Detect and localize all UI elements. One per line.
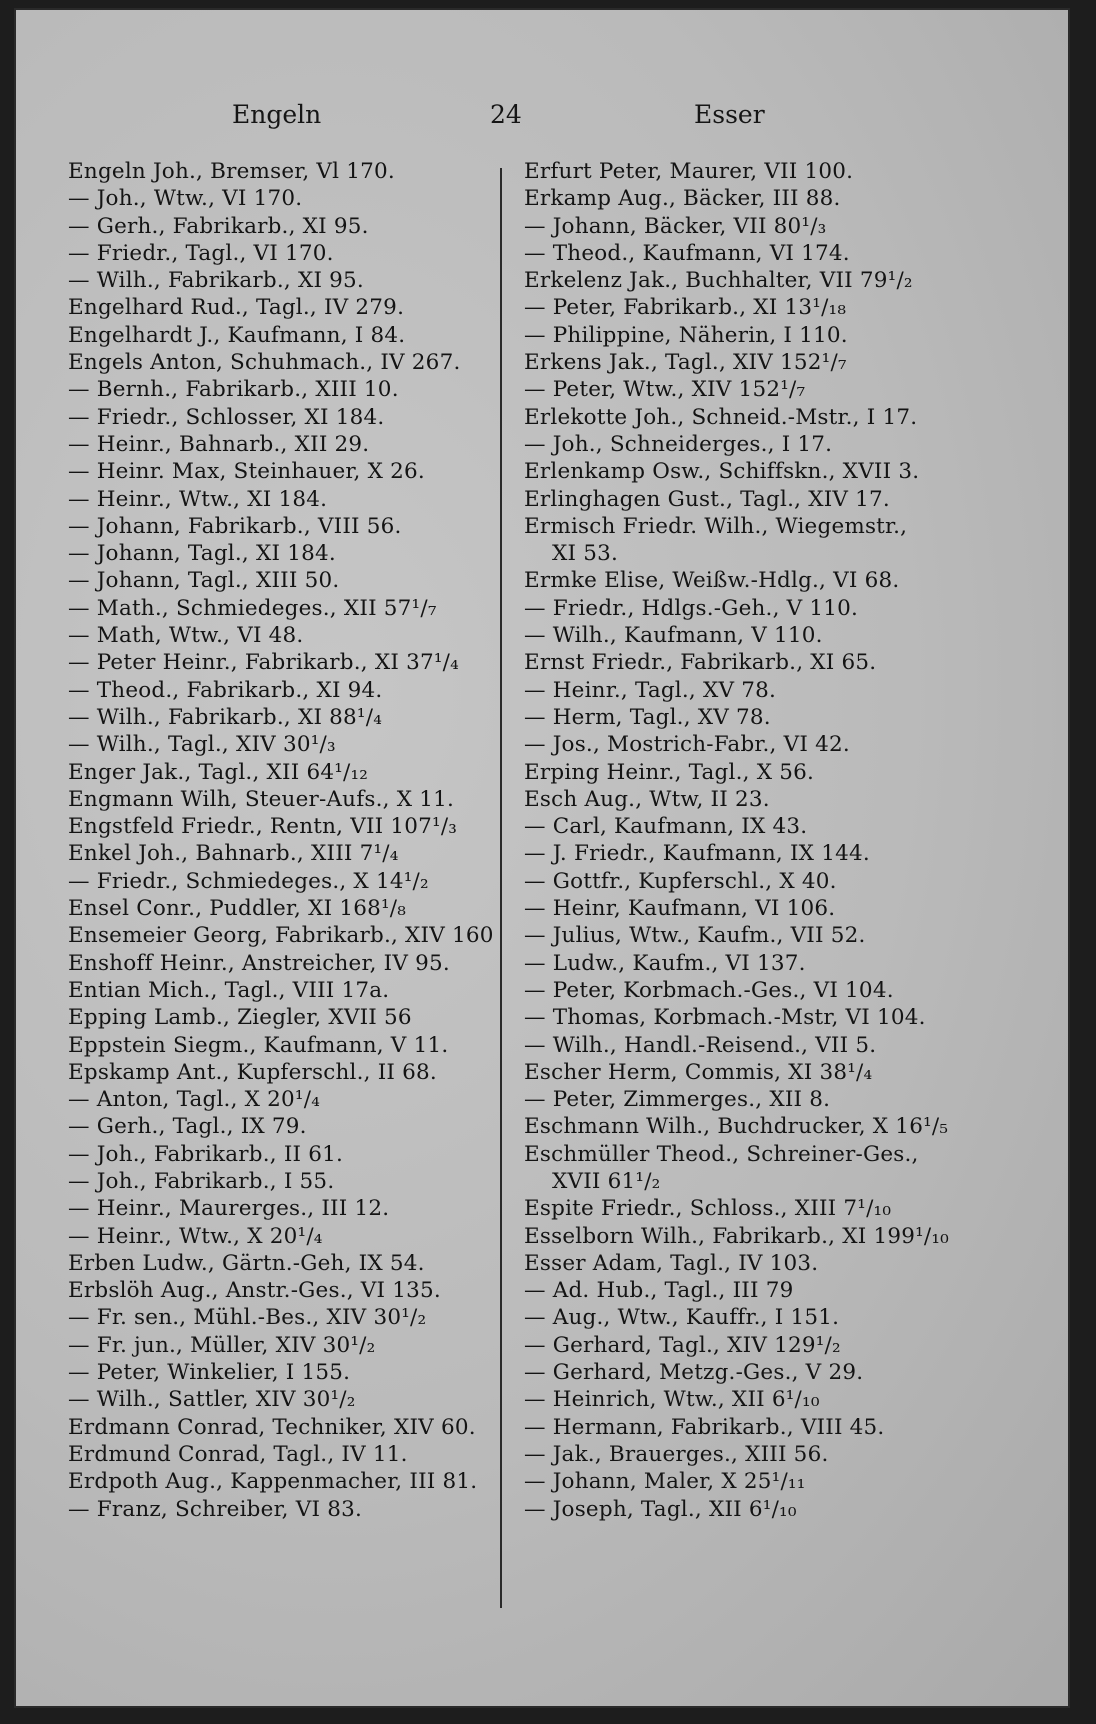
directory-entry: — Anton, Tagl., X 20¹/₄ bbox=[68, 1087, 321, 1113]
directory-entry: — Heinr., Bahnarb., XII 29. bbox=[68, 431, 370, 457]
directory-entry: — Bernh., Fabrikarb., XIII 10. bbox=[68, 377, 399, 403]
directory-entry: — Joh., Fabrikarb., II 61. bbox=[68, 1141, 344, 1167]
directory-entry: — Theod., Fabrikarb., XI 94. bbox=[68, 677, 383, 703]
directory-entry: — Joh., Fabrikarb., I 55. bbox=[68, 1168, 335, 1194]
directory-entry: — Joh., Schneiderges., I 17. bbox=[524, 431, 833, 457]
directory-entry: Eschmüller Theod., Schreiner-Ges., bbox=[524, 1141, 919, 1167]
directory-entry: XI 53. bbox=[552, 541, 619, 567]
directory-entry: — Aug., Wtw., Kauffr., I 151. bbox=[524, 1305, 840, 1331]
directory-entry: — Heinr., Tagl., XV 78. bbox=[524, 677, 777, 703]
directory-entry: Erben Ludw., Gärtn.-Geh, IX 54. bbox=[68, 1250, 425, 1276]
left-column bbox=[68, 158, 494, 1523]
directory-entry: — Wilh., Tagl., XIV 30¹/₃ bbox=[68, 732, 336, 758]
directory-entry: Erlenkamp Osw., Schiffskn., XVII 3. bbox=[524, 459, 920, 485]
directory-entry: Enshoff Heinr., Anstreicher, IV 95. bbox=[68, 950, 450, 976]
directory-entry: — Math, Wtw., VI 48. bbox=[68, 623, 304, 649]
directory-entry: Erkens Jak., Tagl., XIV 152¹/₇ bbox=[524, 350, 847, 376]
directory-entry: Esch Aug., Wtw, II 23. bbox=[524, 786, 770, 812]
directory-entry: Epping Lamb., Ziegler, XVII 56 bbox=[68, 1005, 412, 1031]
directory-entry: — J. Friedr., Kaufmann, IX 144. bbox=[524, 841, 870, 867]
directory-entry: Erlinghagen Gust., Tagl., XIV 17. bbox=[524, 486, 890, 512]
directory-entry: — Gerhard, Metzg.-Ges., V 29. bbox=[524, 1360, 864, 1386]
directory-entry: — Johann, Tagl., XI 184. bbox=[68, 541, 336, 567]
directory-entry: — Wilh., Fabrikarb., XI 88¹/₄ bbox=[68, 704, 383, 730]
directory-entry: — Heinr., Wtw., X 20¹/₄ bbox=[68, 1223, 323, 1249]
directory-entry: — Ludw., Kaufm., VI 137. bbox=[524, 950, 806, 976]
directory-entry: Entian Mich., Tagl., VIII 17a. bbox=[68, 977, 390, 1003]
directory-entry: Ermisch Friedr. Wilh., Wiegemstr., bbox=[524, 513, 908, 539]
page-number: 24 bbox=[490, 100, 522, 129]
directory-entry: — Philippine, Näherin, I 110. bbox=[524, 322, 848, 348]
directory-entry: — Johann, Fabrikarb., VIII 56. bbox=[68, 513, 402, 539]
directory-entry: Engels Anton, Schuhmach., IV 267. bbox=[68, 350, 461, 376]
directory-entry: Eppstein Siegm., Kaufmann, V 11. bbox=[68, 1032, 449, 1058]
directory-entry: — Wilh., Kaufmann, V 110. bbox=[524, 623, 823, 649]
directory-entry: Engeln Joh., Bremser, Vl 170. bbox=[68, 159, 395, 184]
directory-entry: Epskamp Ant., Kupferschl., II 68. bbox=[68, 1059, 437, 1085]
directory-entry: Enkel Joh., Bahnarb., XIII 7¹/₄ bbox=[68, 841, 399, 867]
directory-entry: — Joh., Wtw., VI 170. bbox=[68, 186, 303, 212]
directory-entry: — Peter, Korbmach.-Ges., VI 104. bbox=[524, 977, 894, 1003]
directory-entry: — Fr. sen., Mühl.-Bes., XIV 30¹/₂ bbox=[68, 1305, 427, 1331]
directory-entry: — Julius, Wtw., Kaufm., VII 52. bbox=[524, 923, 866, 949]
directory-entry: — Ad. Hub., Tagl., III 79 bbox=[524, 1278, 794, 1304]
directory-entry: — Friedr., Schlosser, XI 184. bbox=[68, 404, 385, 430]
directory-entry: — Joseph, Tagl., XII 6¹/₁₀ bbox=[524, 1496, 797, 1522]
directory-entry: Erdpoth Aug., Kappenmacher, III 81. bbox=[68, 1469, 478, 1495]
directory-entry: — Wilh., Sattler, XIV 30¹/₂ bbox=[68, 1387, 356, 1413]
directory-entry: — Peter, Fabrikarb., XI 13¹/₁₈ bbox=[524, 295, 847, 321]
right-column bbox=[524, 158, 994, 1523]
header-left-keyword: Engeln bbox=[232, 100, 322, 129]
directory-entry: — Heinr., Wtw., XI 184. bbox=[68, 486, 328, 512]
directory-entry: Esser Adam, Tagl., IV 103. bbox=[524, 1250, 819, 1276]
directory-entry: Esselborn Wilh., Fabrikarb., XI 199¹/₁₀ bbox=[524, 1223, 950, 1249]
directory-entry: Erdmann Conrad, Techniker, XIV 60. bbox=[68, 1414, 476, 1440]
directory-entry: — Wilh., Handl.-Reisend., VII 5. bbox=[524, 1032, 877, 1058]
directory-entry: Espite Friedr., Schloss., XIII 7¹/₁₀ bbox=[524, 1196, 892, 1222]
directory-entry: — Peter, Zimmerges., XII 8. bbox=[524, 1087, 831, 1113]
directory-entry: — Peter, Wtw., XIV 152¹/₇ bbox=[524, 377, 806, 403]
directory-entry: — Friedr., Schmiedeges., X 14¹/₂ bbox=[68, 868, 429, 894]
header-right-keyword: Esser bbox=[694, 100, 765, 129]
directory-entry: — Jak., Brauerges., XIII 56. bbox=[524, 1441, 829, 1467]
directory-entry: — Gerhard, Tagl., XIV 129¹/₂ bbox=[524, 1332, 841, 1358]
directory-entry: — Wilh., Fabrikarb., XI 95. bbox=[68, 268, 364, 294]
directory-entry: Erkamp Aug., Bäcker, III 88. bbox=[524, 186, 841, 212]
directory-entry: Ernst Friedr., Fabrikarb., XI 65. bbox=[524, 650, 877, 676]
directory-entry: Engelhard Rud., Tagl., IV 279. bbox=[68, 295, 405, 321]
directory-entry: Erlekotte Joh., Schneid.-Mstr., I 17. bbox=[524, 404, 918, 430]
directory-entry: — Heinr, Kaufmann, VI 106. bbox=[524, 896, 836, 922]
directory-entry: — Franz, Schreiber, VI 83. bbox=[68, 1496, 363, 1522]
directory-entry: — Carl, Kaufmann, IX 43. bbox=[524, 814, 808, 840]
directory-entry: Erkelenz Jak., Buchhalter, VII 79¹/₂ bbox=[524, 268, 913, 294]
directory-entry: — Peter, Winkelier, I 155. bbox=[68, 1360, 351, 1386]
directory-entry: — Gerh., Tagl., IX 79. bbox=[68, 1114, 307, 1140]
directory-entry: XVII 61¹/₂ bbox=[552, 1168, 661, 1194]
directory-entry: — Friedr., Hdlgs.-Geh., V 110. bbox=[524, 595, 859, 621]
directory-entry: Erfurt Peter, Maurer, VII 100. bbox=[524, 159, 854, 184]
column-divider bbox=[500, 168, 502, 1608]
directory-entry: Ermke Elise, Weißw.-Hdlg., VI 68. bbox=[524, 568, 900, 594]
directory-entry: — Jos., Mostrich-Fabr., VI 42. bbox=[524, 732, 850, 758]
directory-entry: Engmann Wilh, Steuer-Aufs., X 11. bbox=[68, 786, 455, 812]
directory-entry: — Hermann, Fabrikarb., VIII 45. bbox=[524, 1414, 885, 1440]
directory-entry: — Johann, Bäcker, VII 80¹/₃ bbox=[524, 213, 827, 239]
directory-entry: — Gottfr., Kupferschl., X 40. bbox=[524, 868, 837, 894]
directory-entry: Engelhardt J., Kaufmann, I 84. bbox=[68, 322, 406, 348]
directory-entry: — Johann, Maler, X 25¹/₁₁ bbox=[524, 1469, 806, 1495]
directory-entry: Erdmund Conrad, Tagl., IV 11. bbox=[68, 1441, 408, 1467]
directory-entry: — Heinr., Maurerges., III 12. bbox=[68, 1196, 390, 1222]
directory-entry: Ensemeier Georg, Fabrikarb., XIV 160 bbox=[68, 923, 494, 949]
directory-entry: Eschmann Wilh., Buchdrucker, X 16¹/₅ bbox=[524, 1114, 949, 1140]
directory-entry: — Heinrich, Wtw., XII 6¹/₁₀ bbox=[524, 1387, 820, 1413]
directory-page bbox=[14, 8, 1070, 1708]
directory-entry: — Math., Schmiedeges., XII 57¹/₇ bbox=[68, 595, 437, 621]
page-header bbox=[14, 100, 1070, 140]
directory-entry: — Heinr. Max, Steinhauer, X 26. bbox=[68, 459, 425, 485]
directory-entry: Engstfeld Friedr., Rentn, VII 107¹/₃ bbox=[68, 814, 458, 840]
directory-entry: — Herm, Tagl., XV 78. bbox=[524, 704, 771, 730]
directory-entry: Erping Heinr., Tagl., X 56. bbox=[524, 759, 815, 785]
directory-entry: Enger Jak., Tagl., XII 64¹/₁₂ bbox=[68, 759, 369, 785]
directory-entry: — Friedr., Tagl., VI 170. bbox=[68, 240, 334, 266]
directory-entry: Ensel Conr., Puddler, XI 168¹/₈ bbox=[68, 896, 407, 922]
directory-entry: Escher Herm, Commis, XI 38¹/₄ bbox=[524, 1059, 873, 1085]
directory-entry: — Gerh., Fabrikarb., XI 95. bbox=[68, 213, 369, 239]
directory-entry: — Peter Heinr., Fabrikarb., XI 37¹/₄ bbox=[68, 650, 459, 676]
directory-entry: — Fr. jun., Müller, XIV 30¹/₂ bbox=[68, 1332, 376, 1358]
directory-entry: — Thomas, Korbmach.-Mstr, VI 104. bbox=[524, 1005, 926, 1031]
directory-entry: — Theod., Kaufmann, VI 174. bbox=[524, 240, 850, 266]
directory-entry: — Johann, Tagl., XIII 50. bbox=[68, 568, 340, 594]
directory-entry: Erbslöh Aug., Anstr.-Ges., VI 135. bbox=[68, 1278, 441, 1304]
